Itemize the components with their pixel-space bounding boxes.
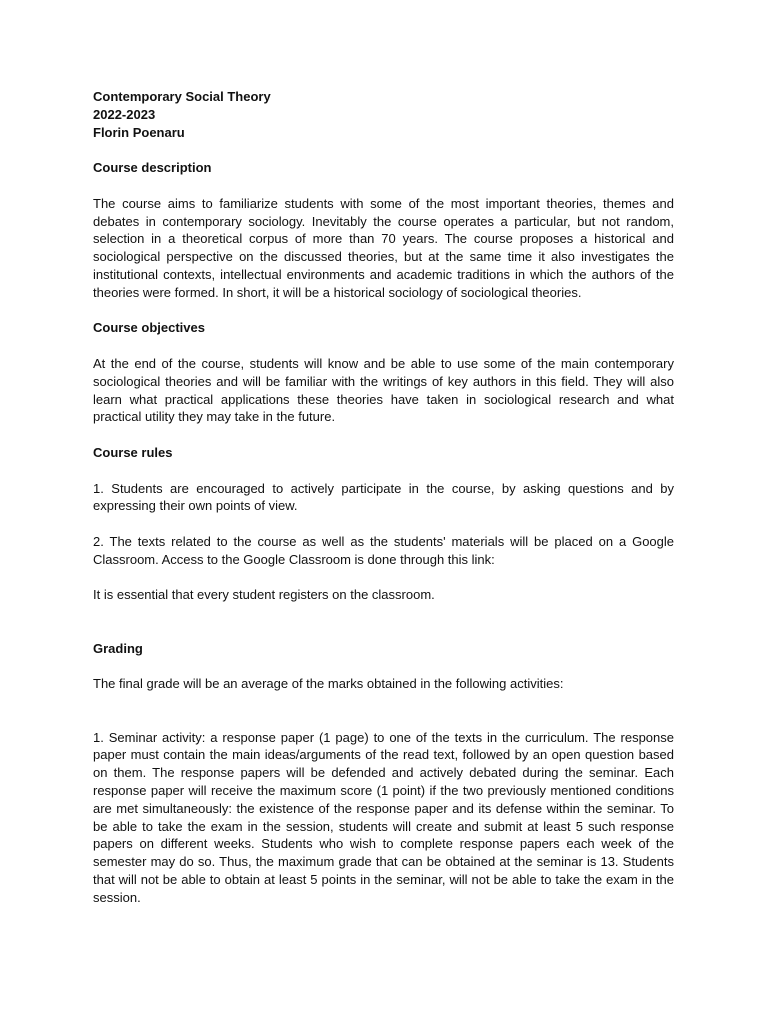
objectives-text: At the end of the course, students will know and be able to use some of the main contemporary sociological theories and will be familiar with the writings of key authors in this field. They will also learn what practical applications these theories have taken in sociological research and what practical utility they may take in the future. — [93, 355, 674, 425]
rules-note: It is essential that every student registers on the classroom. — [93, 587, 435, 603]
grading-item: 1. Seminar activity: a response paper (1 page) to one of the texts in the curriculum. The response paper must contain the main ideas/arguments of the read text, followed by an open question based on them. The response papers will be defended and actively debated during the seminar. Each response paper will receive the maximum score (1 point) if the two previously mentioned conditions are met simultaneously: the existence of the response paper and its defense within the seminar. To be able to take the exam in the session, students will create and submit at least 5 such response papers on different weeks. Students who wish to complete response papers each week of the semester may do so. Thus, the maximum grade that can be obtained at the seminar is 13. Students that will not be able to obtain at least 5 points in the seminar, will not be able to take the exam in the session. — [93, 729, 674, 905]
academic-year: 2022-2023 — [93, 106, 156, 122]
grading-intro: The final grade will be an average of the marks obtained in the following activities: — [93, 676, 564, 692]
description-text: The course aims to familiarize students with some of the most important theories, themes and debates in contemporary sociology. Inevitably the course operates a particular, but not random, selection in a theoretical corpus of more than 70 years. The course proposes a historical and sociological perspective on the discussed theories, but at the same time it also investigates the institutional contexts, intellectual environments and academic traditions in which the authors of the theories were formed. In short, it will be a historical sociology of sociological theories. — [93, 195, 674, 300]
rule-item: 2. The texts related to the course as well as the students' materials will be placed on a Google Classroom. Access to the Google Classroom is done through this link: — [93, 533, 674, 567]
objectives-heading: Course objectives — [93, 320, 205, 336]
rules-heading: Course rules — [93, 444, 173, 460]
author-name: Florin Poenaru — [93, 124, 185, 140]
grading-heading: Grading — [93, 640, 143, 656]
course-title: Contemporary Social Theory — [93, 89, 271, 104]
document-page — [93, 88, 674, 907]
description-heading: Course description — [93, 160, 212, 176]
rule-item: 1. Students are encouraged to actively participate in the course, by asking questions and by expressing their own points of view. — [93, 480, 674, 514]
